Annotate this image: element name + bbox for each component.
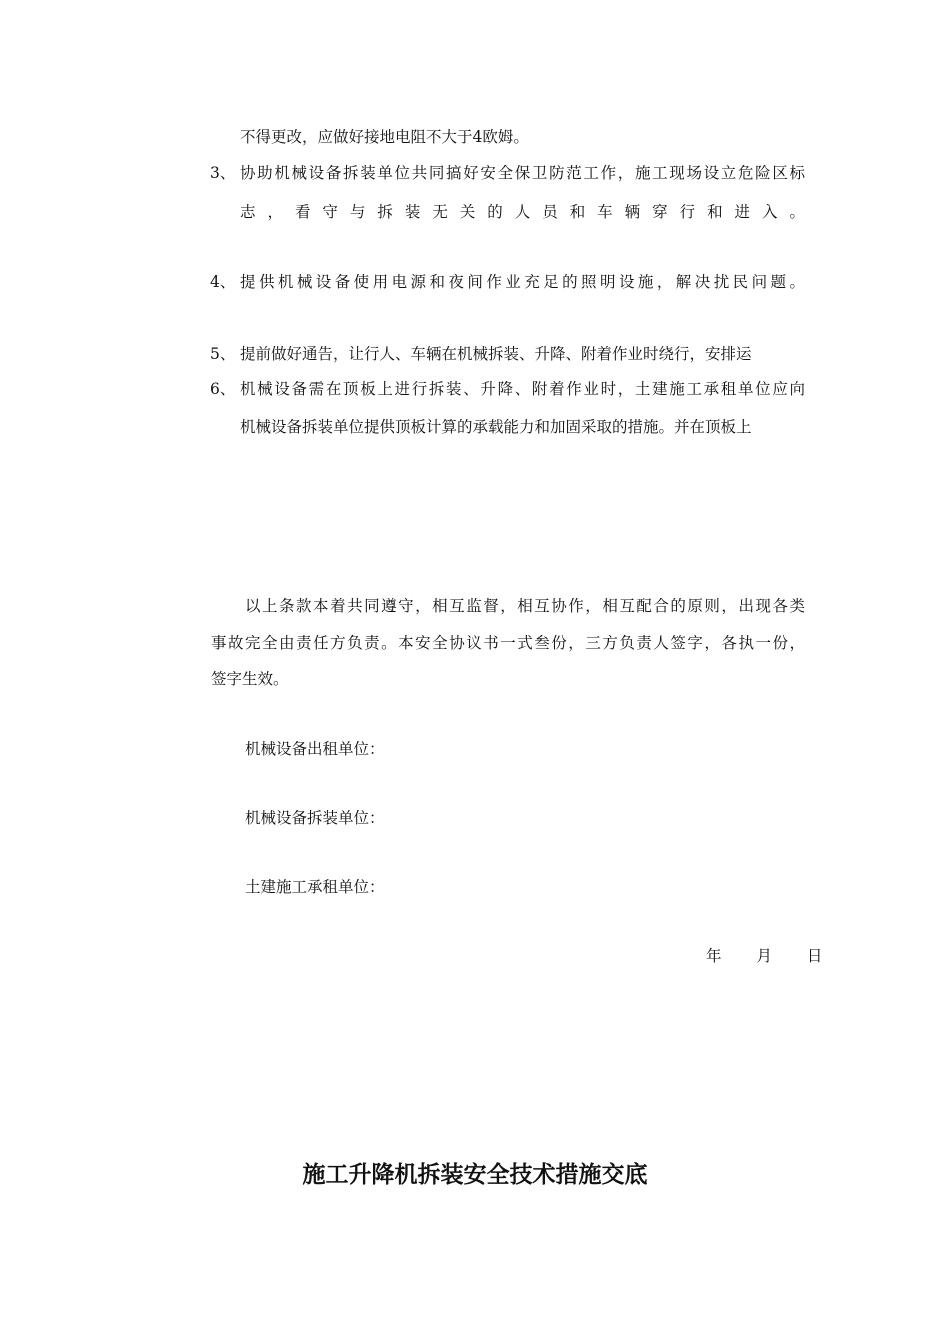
item-2-line-1: 协助机械设备拆装单位共同搞好安全保卫防范工作，施工现场设立危险区标 (240, 164, 805, 182)
section-title: 施工升降机拆装安全技术措施交底 (302, 1162, 648, 1188)
signature-contractor-label: 土建施工承租单位： (245, 878, 385, 896)
signature-lessor-label: 机械设备出租单位： (245, 740, 385, 758)
date-year-label: 年 (706, 947, 722, 965)
date-month-label: 月 (756, 947, 772, 965)
closing-line-3: 签字生效。 (211, 670, 289, 688)
item-5-line-1: 机械设备需在顶板上进行拆装、升降、附着作业时，土建施工承租单位应向 (240, 380, 805, 398)
date-line (706, 946, 822, 966)
item-4-line-1: 提前做好通告，让行人、车辆在机械拆装、升降、附着作业时绕行，安排运 (240, 345, 752, 363)
item-3-line-1: 提供机械设备使用电源和夜间作业充足的照明设施，解决扰民问题。 (240, 273, 805, 291)
date-day-label: 日 (806, 947, 823, 965)
item-4-number: 5、 (210, 345, 236, 363)
closing-line-1: 以上条款本着共同遵守，相互监督，相互协作，相互配合的原则，出现各类 (245, 597, 805, 615)
item-3-number: 4、 (210, 273, 236, 291)
item-2-number: 3、 (210, 164, 236, 182)
closing-line-2: 事故完全由责任方负责。本安全协议书一式叁份，三方负责人签字，各执一份， (211, 634, 805, 652)
item-5-number: 6、 (210, 380, 236, 398)
signature-installer-label: 机械设备拆装单位： (245, 809, 385, 827)
item-5-line-2: 机械设备拆装单位提供顶板计算的承载能力和加固采取的措施。并在顶板上 (240, 418, 752, 436)
item-1-continuation: 不得更改，应做好接地电阻不大于4欧姆。 (240, 128, 529, 146)
item-2-line-2: 志，看守与拆装无关的人员和车辆穿行和进入。 (240, 203, 805, 221)
